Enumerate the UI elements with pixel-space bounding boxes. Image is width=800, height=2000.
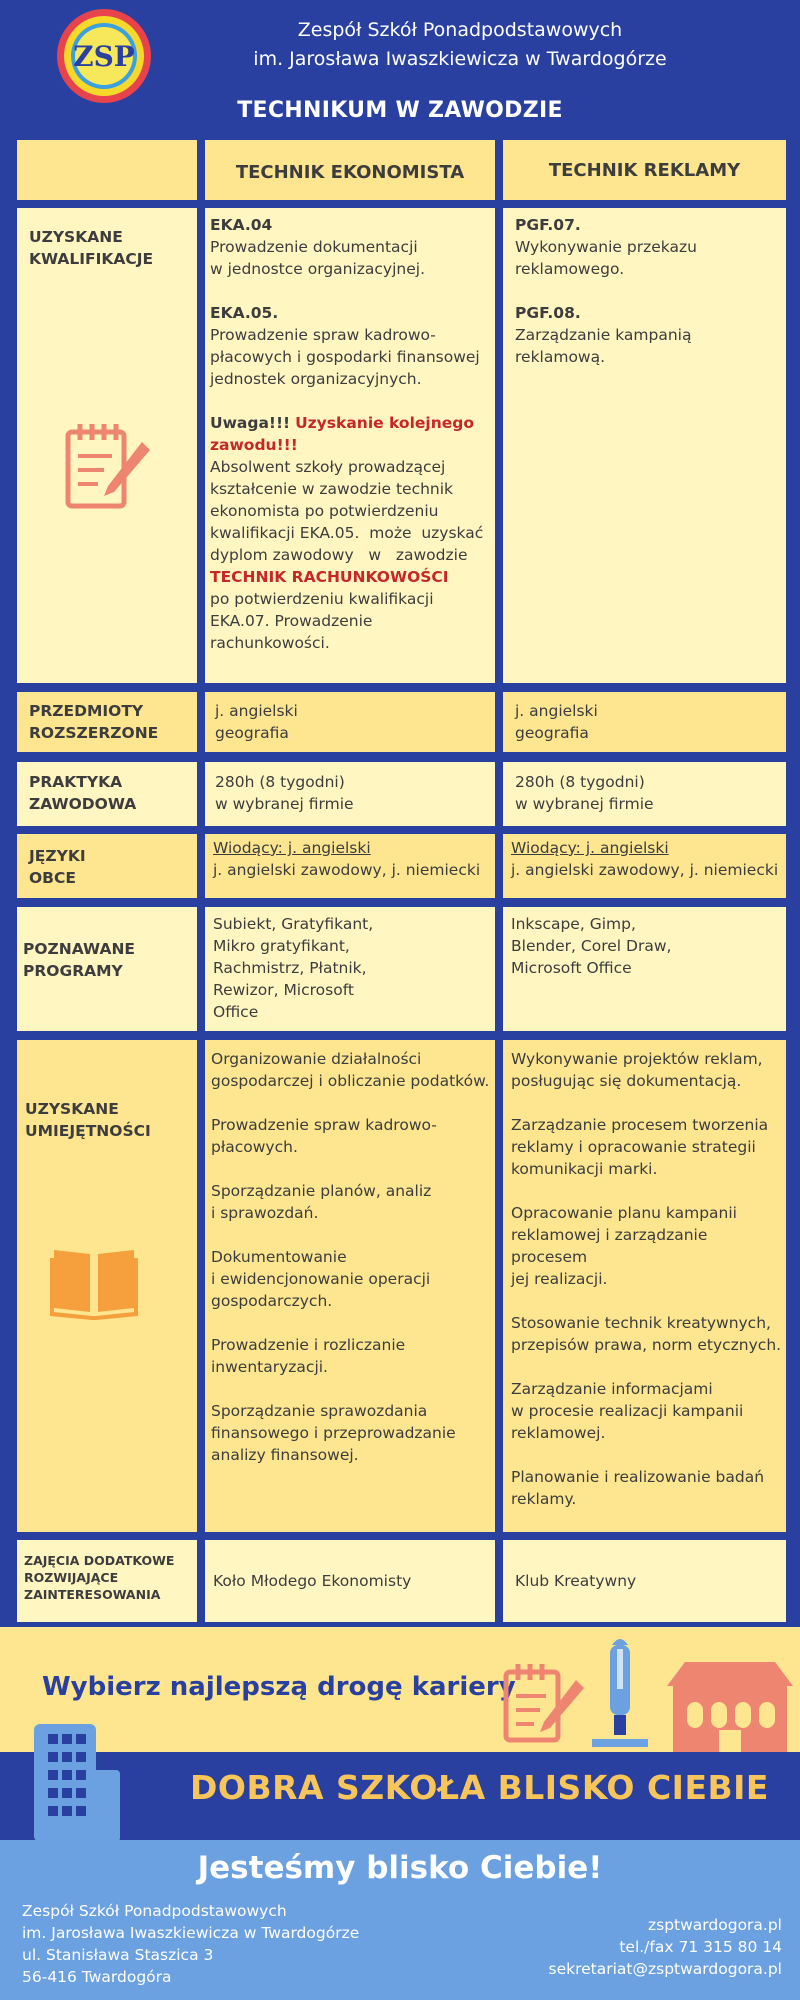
address-line: Zespół Szkół Ponadpodstawowych xyxy=(22,1902,287,1920)
qualification-code: EKA.05. xyxy=(210,304,279,322)
text-line: Microsoft Office xyxy=(511,959,632,977)
text-line: 280h (8 tygodni) xyxy=(515,773,645,791)
skill-item: Prowadzenie i rozliczanie inwentaryzacji. xyxy=(211,1336,406,1376)
school-address xyxy=(22,1900,359,1988)
row-label-przedmioty xyxy=(17,692,197,752)
label-line: PROGRAMY xyxy=(23,962,123,980)
text-line: geografia xyxy=(215,724,289,742)
row-label-praktyka xyxy=(17,762,197,826)
notepad-pencil-icon xyxy=(500,1660,590,1754)
skill-item: Sporządzanie planów, analiz i sprawozdań. xyxy=(211,1182,432,1222)
label-line: ROZWIJAJĄCE xyxy=(24,1570,119,1585)
text-line: Zarządzanie kampanią reklamową. xyxy=(515,326,692,366)
text-line: dyplom zawodowy w zawodzie xyxy=(210,546,468,564)
label-line: POZNAWANE xyxy=(23,940,136,958)
label-line: ZAWODOWA xyxy=(29,795,137,813)
label-line: UZYSKANE xyxy=(25,1100,119,1118)
school-name xyxy=(200,16,720,74)
email-link[interactable]: sekretariat@zsptwardogora.pl xyxy=(548,1960,782,1978)
school-name-line1: Zespół Szkół Ponadpodstawowych xyxy=(297,19,623,41)
text-line: Rachmistrz, Płatnik, xyxy=(213,959,367,977)
text-line: j. angielski xyxy=(515,702,598,720)
skill-item: Planowanie i realizowanie badań reklamy. xyxy=(511,1468,765,1508)
label-line: KWALIFIKACJE xyxy=(29,250,154,268)
text-line: jednostek organizacyjnych. xyxy=(210,370,422,388)
kwalifikacje-reklamy xyxy=(503,208,786,683)
qualification-code: PGF.08. xyxy=(515,304,581,322)
contact-heading: Jesteśmy blisko Ciebie! xyxy=(197,1850,603,1886)
table-corner xyxy=(17,140,197,200)
pen-icon xyxy=(590,1635,650,1755)
przedmioty-reklamy xyxy=(503,692,786,752)
text-line: 280h (8 tygodni) xyxy=(215,773,345,791)
text-line: ekonomista po potwierdzeniu xyxy=(210,502,439,520)
tagline: Wybierz najlepszą drogę kariery xyxy=(42,1672,516,1702)
slogan: DOBRA SZKOŁA BLISKO CIEBIE xyxy=(190,1768,769,1807)
text-line: Office xyxy=(213,1003,259,1021)
phone-number: tel./fax 71 315 80 14 xyxy=(619,1938,782,1956)
skill-item: Opracowanie planu kampanii reklamowej i zarządzanie procesem jej realizacji. xyxy=(511,1204,737,1288)
text-line: Prowadzenie spraw kadrowo- xyxy=(210,326,436,344)
label-line: JĘZYKI xyxy=(29,847,86,865)
qualification-code: EKA.04 xyxy=(210,216,273,234)
text-line: Absolwent szkoły prowadzącej xyxy=(210,458,446,476)
contact-info xyxy=(549,1914,782,1980)
skill-item: Dokumentowanie i ewidencjonowanie operacji gospodarczych. xyxy=(211,1248,431,1310)
address-line: ul. Stanisława Staszica 3 xyxy=(22,1946,214,1964)
praktyka-reklamy xyxy=(503,762,786,826)
text-line: Rewizor, Microsoft xyxy=(213,981,354,999)
column-header-ekonomista: TECHNIK EKONOMISTA xyxy=(205,140,495,200)
text-line: w wybranej firmie xyxy=(515,795,654,813)
page-header xyxy=(0,0,800,140)
text-line: reklamowego. xyxy=(515,260,625,278)
jezyki-reklamy xyxy=(503,834,786,898)
row-label-zajecia xyxy=(17,1540,197,1622)
text-line: w wybranej firmie xyxy=(215,795,354,813)
zajecia-reklamy: Klub Kreatywny xyxy=(503,1540,786,1622)
school-name-line2: im. Jarosława Iwaszkiewicza w Twardogórze xyxy=(253,48,667,70)
skill-item: Sporządzanie sprawozdania finansowego i przeprowadzanie analizy finansowej. xyxy=(211,1402,456,1464)
label-line: UMIEJĘTNOŚCI xyxy=(25,1122,151,1140)
text-line: rachunkowości. xyxy=(210,634,330,652)
text-line: Blender, Corel Draw, xyxy=(511,937,672,955)
skill-item: Wykonywanie projektów reklam, posługując się dokumentacją. xyxy=(511,1050,763,1090)
text-line: kwalifikacji EKA.05. może uzyskać xyxy=(210,524,484,542)
note-highlight: Uzyskanie kolejnego xyxy=(295,414,475,432)
leading-language: Wiodący: j. angielski xyxy=(213,839,371,857)
logo-text: ZSP xyxy=(73,40,135,73)
address-line: 56-416 Twardogóra xyxy=(22,1968,172,1986)
office-building-icon xyxy=(20,1720,125,1846)
text-line: płacowych i gospodarki finansowej xyxy=(210,348,480,366)
text-line: geografia xyxy=(515,724,589,742)
label-line: ROZSZERZONE xyxy=(29,724,159,742)
text-line: Wykonywanie przekazu xyxy=(515,238,697,256)
label-line: ZAINTERESOWANIA xyxy=(24,1587,161,1602)
text-line: j. angielski zawodowy, j. niemiecki xyxy=(213,861,481,879)
address-line: im. Jarosława Iwaszkiewicza w Twardogórze xyxy=(22,1924,360,1942)
website-link[interactable]: zsptwardogora.pl xyxy=(648,1916,782,1934)
school-building-icon xyxy=(665,1658,795,1756)
page-title: TECHNIKUM W ZAWODZIE xyxy=(237,98,563,123)
label-line: PRZEDMIOTY xyxy=(29,702,144,720)
umiejetnosci-reklamy xyxy=(503,1040,786,1532)
text-line: w jednostce organizacyjnej. xyxy=(210,260,426,278)
text-line: Mikro gratyfikant, xyxy=(213,937,350,955)
text-line: Inkscape, Gimp, xyxy=(511,915,636,933)
column-header-reklamy: TECHNIK REKLAMY xyxy=(503,140,786,200)
skill-item: Stosowanie technik kreatywnych, przepisów prawa, norm etycznych. xyxy=(511,1314,782,1354)
row-label-jezyki xyxy=(17,834,197,898)
open-book-icon xyxy=(48,1240,140,1324)
school-logo xyxy=(56,8,152,104)
programy-reklamy xyxy=(503,907,786,1031)
label-line: OBCE xyxy=(29,869,76,887)
przedmioty-ekonomista xyxy=(205,692,495,752)
label-line: ZAJĘCIA DODATKOWE xyxy=(24,1553,175,1568)
skill-item: Organizowanie działalności gospodarczej i obliczanie podatków. xyxy=(211,1050,490,1090)
text-line: EKA.07. Prowadzenie xyxy=(210,612,373,630)
text-line: Subiekt, Gratyfikant, xyxy=(213,915,374,933)
qualification-code: PGF.07. xyxy=(515,216,581,234)
programy-ekonomista xyxy=(205,907,495,1031)
row-label-programy xyxy=(17,907,197,1031)
note-heading xyxy=(210,412,495,434)
text-line: j. angielski zawodowy, j. niemiecki xyxy=(511,861,779,879)
notepad-pencil-icon xyxy=(62,420,152,524)
skill-item: Zarządzanie procesem tworzenia reklamy i opracowanie strategii komunikacji marki. xyxy=(511,1116,769,1178)
label-line: PRAKTYKA xyxy=(29,773,123,791)
skill-item: Zarządzanie informacjami w procesie realizacji kampanii reklamowej. xyxy=(511,1380,744,1442)
text-line: kształcenie w zawodzie technik xyxy=(210,480,454,498)
leading-language: Wiodący: j. angielski xyxy=(511,839,669,857)
praktyka-ekonomista xyxy=(205,762,495,826)
profession-highlight: TECHNIK RACHUNKOWOŚCI xyxy=(210,568,449,586)
label-line: UZYSKANE xyxy=(29,228,123,246)
text-line: Prowadzenie dokumentacji xyxy=(210,238,418,256)
note-highlight: zawodu!!! xyxy=(210,436,298,454)
text-line: j. angielski xyxy=(215,702,298,720)
jezyki-ekonomista xyxy=(205,834,495,898)
skill-item: Prowadzenie spraw kadrowo- płacowych. xyxy=(211,1116,437,1156)
umiejetnosci-ekonomista xyxy=(205,1040,495,1532)
kwalifikacje-ekonomista xyxy=(205,208,495,683)
note-warning: Uwaga!!! xyxy=(210,414,291,432)
text-line: po potwierdzeniu kwalifikacji xyxy=(210,590,434,608)
zajecia-ekonomista: Koło Młodego Ekonomisty xyxy=(205,1540,495,1622)
